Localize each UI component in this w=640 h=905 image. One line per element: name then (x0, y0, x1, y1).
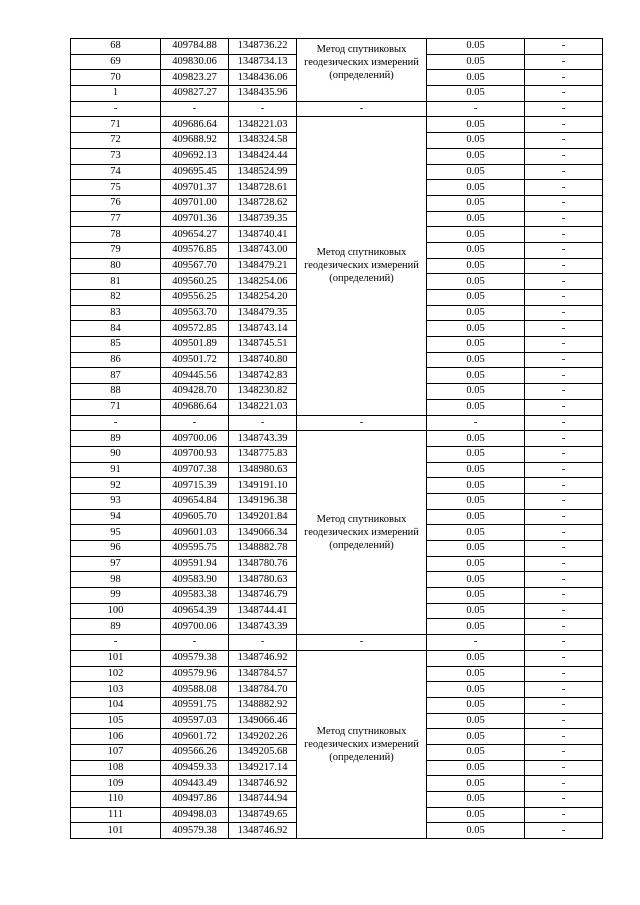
point-number-cell: 101 (71, 823, 161, 839)
y-coordinate-cell: 1348749.65 (229, 807, 297, 823)
x-coordinate-cell: 409497.86 (161, 792, 229, 808)
y-coordinate-cell: 1348221.03 (229, 117, 297, 133)
y-coordinate-cell: 1348746.92 (229, 776, 297, 792)
separator-cell: - (297, 415, 427, 431)
accuracy-cell: 0.05 (427, 54, 525, 70)
x-coordinate-cell: 409715.39 (161, 478, 229, 494)
description-cell: - (525, 541, 603, 557)
point-number-cell: 87 (71, 368, 161, 384)
separator-cell: - (229, 415, 297, 431)
x-coordinate-cell: 409572.85 (161, 321, 229, 337)
separator-cell: - (525, 635, 603, 651)
accuracy-cell: 0.05 (427, 572, 525, 588)
x-coordinate-cell: 409428.70 (161, 384, 229, 400)
y-coordinate-cell: 1349066.34 (229, 525, 297, 541)
y-coordinate-cell: 1348746.79 (229, 588, 297, 604)
x-coordinate-cell: 409686.64 (161, 117, 229, 133)
accuracy-cell: 0.05 (427, 180, 525, 196)
description-cell: - (525, 133, 603, 149)
description-cell: - (525, 368, 603, 384)
x-coordinate-cell: 409579.38 (161, 823, 229, 839)
y-coordinate-cell: 1349205.68 (229, 744, 297, 760)
point-number-cell: 107 (71, 744, 161, 760)
accuracy-cell: 0.05 (427, 352, 525, 368)
description-cell: - (525, 619, 603, 635)
point-number-cell: 111 (71, 807, 161, 823)
description-cell: - (525, 70, 603, 86)
separator-cell: - (71, 101, 161, 117)
coordinates-table-body (71, 39, 603, 839)
y-coordinate-cell: 1348780.76 (229, 556, 297, 572)
x-coordinate-cell: 409605.70 (161, 509, 229, 525)
x-coordinate-cell: 409827.27 (161, 86, 229, 102)
point-number-cell: 109 (71, 776, 161, 792)
accuracy-cell: 0.05 (427, 290, 525, 306)
x-coordinate-cell: 409459.33 (161, 760, 229, 776)
x-coordinate-cell: 409501.89 (161, 337, 229, 353)
x-coordinate-cell: 409583.90 (161, 572, 229, 588)
point-number-cell: 93 (71, 493, 161, 509)
point-number-cell: 90 (71, 446, 161, 462)
separator-cell: - (525, 101, 603, 117)
separator-cell: - (297, 101, 427, 117)
description-cell: - (525, 117, 603, 133)
point-number-cell: 104 (71, 697, 161, 713)
description-cell: - (525, 164, 603, 180)
y-coordinate-cell: 1348739.35 (229, 211, 297, 227)
x-coordinate-cell: 409588.08 (161, 682, 229, 698)
description-cell: - (525, 650, 603, 666)
description-cell: - (525, 713, 603, 729)
point-number-cell: 91 (71, 462, 161, 478)
description-cell: - (525, 603, 603, 619)
y-coordinate-cell: 1348745.51 (229, 337, 297, 353)
x-coordinate-cell: 409579.38 (161, 650, 229, 666)
point-number-cell: 76 (71, 195, 161, 211)
table-row (71, 117, 603, 133)
x-coordinate-cell: 409695.45 (161, 164, 229, 180)
table-row (71, 431, 603, 447)
table-row (71, 650, 603, 666)
x-coordinate-cell: 409701.37 (161, 180, 229, 196)
y-coordinate-cell: 1348744.41 (229, 603, 297, 619)
x-coordinate-cell: 409556.25 (161, 290, 229, 306)
separator-cell: - (525, 415, 603, 431)
point-number-cell: 75 (71, 180, 161, 196)
description-cell: - (525, 792, 603, 808)
y-coordinate-cell: 1348728.62 (229, 195, 297, 211)
separator-cell: - (427, 101, 525, 117)
separator-cell: - (71, 415, 161, 431)
point-number-cell: 96 (71, 541, 161, 557)
x-coordinate-cell: 409701.36 (161, 211, 229, 227)
x-coordinate-cell: 409576.85 (161, 242, 229, 258)
separator-cell: - (297, 635, 427, 651)
point-number-cell: 94 (71, 509, 161, 525)
table-row (71, 39, 603, 55)
accuracy-cell: 0.05 (427, 148, 525, 164)
description-cell: - (525, 478, 603, 494)
y-coordinate-cell: 1348324.58 (229, 133, 297, 149)
y-coordinate-cell: 1348780.63 (229, 572, 297, 588)
y-coordinate-cell: 1348743.14 (229, 321, 297, 337)
separator-row (71, 415, 603, 431)
y-coordinate-cell: 1348728.61 (229, 180, 297, 196)
point-number-cell: 103 (71, 682, 161, 698)
y-coordinate-cell: 1348254.20 (229, 290, 297, 306)
accuracy-cell: 0.05 (427, 399, 525, 415)
point-number-cell: 102 (71, 666, 161, 682)
separator-cell: - (161, 415, 229, 431)
y-coordinate-cell: 1348424.44 (229, 148, 297, 164)
description-cell: - (525, 384, 603, 400)
point-number-cell: 79 (71, 242, 161, 258)
x-coordinate-cell: 409601.03 (161, 525, 229, 541)
separator-cell: - (427, 415, 525, 431)
y-coordinate-cell: 1348230.82 (229, 384, 297, 400)
description-cell: - (525, 321, 603, 337)
description-cell: - (525, 431, 603, 447)
y-coordinate-cell: 1348784.57 (229, 666, 297, 682)
accuracy-cell: 0.05 (427, 86, 525, 102)
separator-cell: - (161, 101, 229, 117)
accuracy-cell: 0.05 (427, 556, 525, 572)
description-cell: - (525, 588, 603, 604)
y-coordinate-cell: 1348775.83 (229, 446, 297, 462)
x-coordinate-cell: 409654.39 (161, 603, 229, 619)
point-number-cell: 101 (71, 650, 161, 666)
x-coordinate-cell: 409700.06 (161, 619, 229, 635)
y-coordinate-cell: 1349191.10 (229, 478, 297, 494)
description-cell: - (525, 744, 603, 760)
point-number-cell: 68 (71, 39, 161, 55)
description-cell: - (525, 211, 603, 227)
y-coordinate-cell: 1348740.80 (229, 352, 297, 368)
description-cell: - (525, 760, 603, 776)
description-cell: - (525, 195, 603, 211)
accuracy-cell: 0.05 (427, 242, 525, 258)
point-number-cell: 100 (71, 603, 161, 619)
accuracy-cell: 0.05 (427, 541, 525, 557)
description-cell: - (525, 572, 603, 588)
point-number-cell: 98 (71, 572, 161, 588)
point-number-cell: 69 (71, 54, 161, 70)
x-coordinate-cell: 409701.00 (161, 195, 229, 211)
description-cell: - (525, 337, 603, 353)
point-number-cell: 77 (71, 211, 161, 227)
accuracy-cell: 0.05 (427, 431, 525, 447)
accuracy-cell: 0.05 (427, 368, 525, 384)
separator-cell: - (229, 635, 297, 651)
accuracy-cell: 0.05 (427, 823, 525, 839)
accuracy-cell: 0.05 (427, 619, 525, 635)
x-coordinate-cell: 409445.56 (161, 368, 229, 384)
x-coordinate-cell: 409700.06 (161, 431, 229, 447)
description-cell: - (525, 462, 603, 478)
x-coordinate-cell: 409498.03 (161, 807, 229, 823)
description-cell: - (525, 180, 603, 196)
description-cell: - (525, 509, 603, 525)
description-cell: - (525, 242, 603, 258)
point-number-cell: 81 (71, 274, 161, 290)
description-cell: - (525, 399, 603, 415)
point-number-cell: 82 (71, 290, 161, 306)
x-coordinate-cell: 409830.06 (161, 54, 229, 70)
y-coordinate-cell: 1348742.83 (229, 368, 297, 384)
y-coordinate-cell: 1348743.39 (229, 431, 297, 447)
point-number-cell: 84 (71, 321, 161, 337)
point-number-cell: 78 (71, 227, 161, 243)
x-coordinate-cell: 409597.03 (161, 713, 229, 729)
coordinates-table (70, 38, 603, 839)
y-coordinate-cell: 1348254.06 (229, 274, 297, 290)
y-coordinate-cell: 1348882.78 (229, 541, 297, 557)
accuracy-cell: 0.05 (427, 211, 525, 227)
accuracy-cell: 0.05 (427, 666, 525, 682)
point-number-cell: 89 (71, 619, 161, 635)
description-cell: - (525, 290, 603, 306)
y-coordinate-cell: 1348436.06 (229, 70, 297, 86)
separator-cell: - (71, 635, 161, 651)
y-coordinate-cell: 1348524.99 (229, 164, 297, 180)
y-coordinate-cell: 1348743.00 (229, 242, 297, 258)
description-cell: - (525, 54, 603, 70)
y-coordinate-cell: 1348746.92 (229, 823, 297, 839)
method-cell: Метод спутниковых геодезических измерений (определений) (297, 117, 427, 415)
separator-row (71, 635, 603, 651)
accuracy-cell: 0.05 (427, 39, 525, 55)
separator-row (71, 101, 603, 117)
y-coordinate-cell: 1348740.41 (229, 227, 297, 243)
accuracy-cell: 0.05 (427, 337, 525, 353)
point-number-cell: 1 (71, 86, 161, 102)
accuracy-cell: 0.05 (427, 509, 525, 525)
x-coordinate-cell: 409560.25 (161, 274, 229, 290)
accuracy-cell: 0.05 (427, 227, 525, 243)
point-number-cell: 70 (71, 70, 161, 86)
accuracy-cell: 0.05 (427, 525, 525, 541)
y-coordinate-cell: 1349066.46 (229, 713, 297, 729)
description-cell: - (525, 666, 603, 682)
y-coordinate-cell: 1348734.13 (229, 54, 297, 70)
x-coordinate-cell: 409654.84 (161, 493, 229, 509)
x-coordinate-cell: 409692.13 (161, 148, 229, 164)
x-coordinate-cell: 409501.72 (161, 352, 229, 368)
description-cell: - (525, 682, 603, 698)
point-number-cell: 97 (71, 556, 161, 572)
x-coordinate-cell: 409583.38 (161, 588, 229, 604)
x-coordinate-cell: 409563.70 (161, 305, 229, 321)
x-coordinate-cell: 409707.38 (161, 462, 229, 478)
point-number-cell: 88 (71, 384, 161, 400)
accuracy-cell: 0.05 (427, 729, 525, 745)
x-coordinate-cell: 409688.92 (161, 133, 229, 149)
point-number-cell: 73 (71, 148, 161, 164)
y-coordinate-cell: 1348479.21 (229, 258, 297, 274)
accuracy-cell: 0.05 (427, 682, 525, 698)
y-coordinate-cell: 1348784.70 (229, 682, 297, 698)
description-cell: - (525, 227, 603, 243)
y-coordinate-cell: 1348980.63 (229, 462, 297, 478)
accuracy-cell: 0.05 (427, 321, 525, 337)
accuracy-cell: 0.05 (427, 760, 525, 776)
accuracy-cell: 0.05 (427, 446, 525, 462)
y-coordinate-cell: 1349217.14 (229, 760, 297, 776)
point-number-cell: 72 (71, 133, 161, 149)
point-number-cell: 105 (71, 713, 161, 729)
x-coordinate-cell: 409579.96 (161, 666, 229, 682)
description-cell: - (525, 86, 603, 102)
x-coordinate-cell: 409601.72 (161, 729, 229, 745)
point-number-cell: 92 (71, 478, 161, 494)
description-cell: - (525, 823, 603, 839)
description-cell: - (525, 305, 603, 321)
accuracy-cell: 0.05 (427, 744, 525, 760)
point-number-cell: 99 (71, 588, 161, 604)
point-number-cell: 83 (71, 305, 161, 321)
description-cell: - (525, 729, 603, 745)
accuracy-cell: 0.05 (427, 650, 525, 666)
y-coordinate-cell: 1349201.84 (229, 509, 297, 525)
accuracy-cell: 0.05 (427, 195, 525, 211)
y-coordinate-cell: 1348882.92 (229, 697, 297, 713)
point-number-cell: 86 (71, 352, 161, 368)
point-number-cell: 71 (71, 399, 161, 415)
y-coordinate-cell: 1349202.26 (229, 729, 297, 745)
x-coordinate-cell: 409784.88 (161, 39, 229, 55)
y-coordinate-cell: 1348736.22 (229, 39, 297, 55)
method-cell: Метод спутниковых геодезических измерений (определений) (297, 431, 427, 635)
accuracy-cell: 0.05 (427, 478, 525, 494)
description-cell: - (525, 274, 603, 290)
x-coordinate-cell: 409591.75 (161, 697, 229, 713)
point-number-cell: 74 (71, 164, 161, 180)
x-coordinate-cell: 409566.26 (161, 744, 229, 760)
y-coordinate-cell: 1348435.96 (229, 86, 297, 102)
accuracy-cell: 0.05 (427, 133, 525, 149)
description-cell: - (525, 258, 603, 274)
description-cell: - (525, 525, 603, 541)
x-coordinate-cell: 409443.49 (161, 776, 229, 792)
point-number-cell: 89 (71, 431, 161, 447)
y-coordinate-cell: 1348221.03 (229, 399, 297, 415)
point-number-cell: 85 (71, 337, 161, 353)
y-coordinate-cell: 1348743.39 (229, 619, 297, 635)
accuracy-cell: 0.05 (427, 697, 525, 713)
accuracy-cell: 0.05 (427, 603, 525, 619)
accuracy-cell: 0.05 (427, 384, 525, 400)
separator-cell: - (427, 635, 525, 651)
separator-cell: - (229, 101, 297, 117)
x-coordinate-cell: 409567.70 (161, 258, 229, 274)
description-cell: - (525, 39, 603, 55)
accuracy-cell: 0.05 (427, 493, 525, 509)
y-coordinate-cell: 1348744.94 (229, 792, 297, 808)
separator-cell: - (161, 635, 229, 651)
point-number-cell: 108 (71, 760, 161, 776)
description-cell: - (525, 697, 603, 713)
description-cell: - (525, 148, 603, 164)
description-cell: - (525, 776, 603, 792)
x-coordinate-cell: 409595.75 (161, 541, 229, 557)
accuracy-cell: 0.05 (427, 305, 525, 321)
description-cell: - (525, 352, 603, 368)
accuracy-cell: 0.05 (427, 164, 525, 180)
accuracy-cell: 0.05 (427, 117, 525, 133)
description-cell: - (525, 493, 603, 509)
point-number-cell: 80 (71, 258, 161, 274)
method-cell: Метод спутниковых геодезических измерений (определений) (297, 39, 427, 102)
x-coordinate-cell: 409686.64 (161, 399, 229, 415)
point-number-cell: 106 (71, 729, 161, 745)
description-cell: - (525, 446, 603, 462)
accuracy-cell: 0.05 (427, 792, 525, 808)
accuracy-cell: 0.05 (427, 807, 525, 823)
accuracy-cell: 0.05 (427, 776, 525, 792)
point-number-cell: 71 (71, 117, 161, 133)
x-coordinate-cell: 409654.27 (161, 227, 229, 243)
y-coordinate-cell: 1349196.38 (229, 493, 297, 509)
accuracy-cell: 0.05 (427, 274, 525, 290)
accuracy-cell: 0.05 (427, 70, 525, 86)
method-cell: Метод спутниковых геодезических измерений (определений) (297, 650, 427, 838)
y-coordinate-cell: 1348479.35 (229, 305, 297, 321)
point-number-cell: 110 (71, 792, 161, 808)
accuracy-cell: 0.05 (427, 258, 525, 274)
y-coordinate-cell: 1348746.92 (229, 650, 297, 666)
x-coordinate-cell: 409823.27 (161, 70, 229, 86)
description-cell: - (525, 807, 603, 823)
point-number-cell: 95 (71, 525, 161, 541)
x-coordinate-cell: 409591.94 (161, 556, 229, 572)
accuracy-cell: 0.05 (427, 462, 525, 478)
accuracy-cell: 0.05 (427, 588, 525, 604)
description-cell: - (525, 556, 603, 572)
accuracy-cell: 0.05 (427, 713, 525, 729)
x-coordinate-cell: 409700.93 (161, 446, 229, 462)
